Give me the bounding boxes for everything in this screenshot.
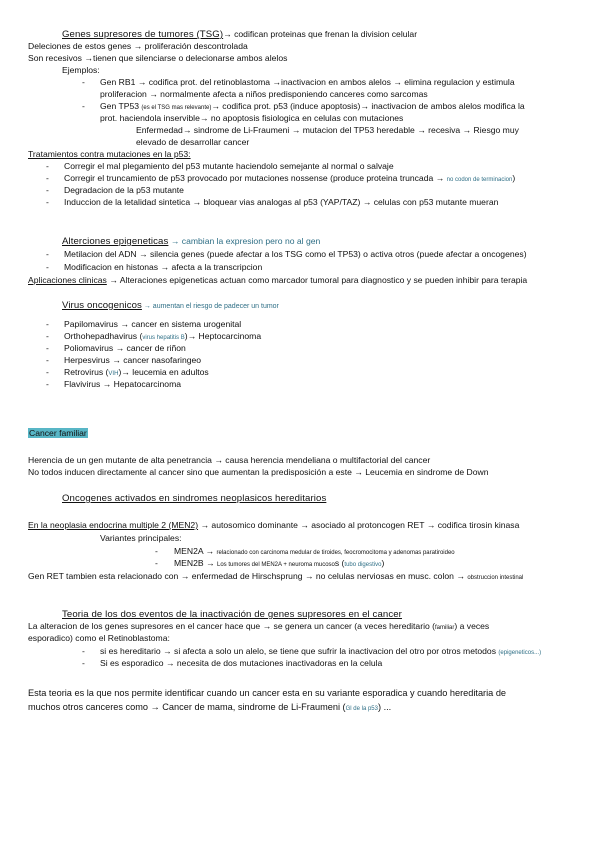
tp53-note: (es el TSG mas relevante): [141, 105, 212, 111]
bullet: -: [46, 249, 49, 259]
bullet: -: [46, 367, 49, 377]
epigenetic-heading-line: [62, 236, 320, 247]
virus-item-5-text: Retrovirus (: [64, 367, 109, 377]
epigenetic-item-1: Metilacion del ADN → silencia genes (puede afectar a los TSG como el TP53) o activa otros (puede afectar a oncogenes): [64, 249, 527, 259]
tsg-heading: Genes supresores de tumores (TSG): [62, 29, 224, 40]
tsg-recessive-line: Son recesivos →tienen que silenciarse o delecionarse ambos alelos: [28, 53, 288, 63]
variants-label: Variantes principales:: [100, 533, 182, 543]
men2b-desc: Los tumores del MEN2A + neuroma mucoso: [216, 562, 335, 568]
tp53-line-d: elevado de desarrollar cancer: [136, 137, 250, 147]
men2-label: En la neoplasia endocrina multiple 2 (MEN2): [28, 520, 199, 530]
virus-item-2-note: virus hepatitis B: [142, 335, 185, 341]
men2b-close: ): [381, 558, 385, 568]
treatment-item-2-note: no codon de terminacion: [446, 177, 513, 183]
familial-badge-line: [28, 428, 88, 439]
virus-item-3: Poliomavirus → cancer de riñon: [64, 343, 186, 353]
clinical-applications-label: Aplicaciones clinicas: [28, 275, 107, 285]
epigenetic-item-2: Modificacion en histonas → afecta a la transcripcion: [64, 262, 263, 272]
men2b-note: tubo digestivo: [344, 562, 382, 568]
bullet: -: [155, 546, 158, 556]
conclusion-line-1: Esta teoria es la que nos permite identificar cuando un cancer esta en su variante esporadica y cuando hereditaria de: [28, 688, 507, 698]
bullet: -: [82, 658, 85, 668]
treatments-heading: Tratamientos contra mutaciones en la p53:: [28, 149, 191, 159]
men2b-label: MEN2B →: [174, 558, 217, 568]
virus-item-2-text: Orthohepadhavirus (: [64, 331, 143, 341]
ret-line: [28, 571, 523, 584]
treatment-item-2-text: Corregir el truncamiento de p53 provocado por mutaciones nossense (produce proteina truncada →: [64, 173, 447, 183]
tp53-line-c: Enfermedad→ sindrome de Li-Fraumeni → mutacion del TP53 heredable → recesiva → Riesgo muy: [136, 125, 519, 135]
two-hit-line-1-note: familiar: [435, 625, 455, 631]
tp53-gen: Gen TP53: [100, 101, 142, 111]
epigenetic-heading: Alterciones epigeneticas: [62, 236, 169, 247]
conclusion-line-2-note: Gl de la p53: [345, 706, 378, 712]
bullet: -: [82, 101, 85, 111]
tp53-line-b: prot. haciendola inservible→ no apoptosis fisiologica en celulas con mutaciones: [100, 113, 404, 123]
conclusion-line-2-text: muchos otros canceres como → Cancer de mama, sindrome de Li-Fraumeni (: [28, 702, 346, 712]
oncogenes-heading: Oncogenes activados en sindromes neoplasicos hereditarios: [62, 493, 327, 504]
two-hit-line-1-rest: ) a veces: [454, 621, 490, 631]
clinical-applications-line: [28, 275, 527, 286]
two-hit-line-1-text: La alteracion de los genes supresores en el cancer hace que → se genera un cancer (a veces hereditario (: [28, 621, 436, 631]
bullet: -: [82, 646, 85, 656]
tsg-heading-rest: → codifican proteinas que frenan la division celular: [223, 29, 418, 39]
treatment-item-2-close: ): [512, 173, 516, 183]
tp53-rest: → codifica prot. p53 (induce apoptosis)→ inactivacion de ambos alelos modifica la: [211, 101, 525, 111]
ret-text: Gen RET tambien esta relacionado con → enfermedad de Hirschsprung → no celulas nerviosas en musc. colon →: [28, 571, 468, 581]
conclusion-line-2-rest: ) ...: [377, 702, 392, 712]
bullet: -: [46, 262, 49, 272]
virus-item-2-rest: )→ Heptocarcinoma: [184, 331, 262, 341]
viruses-heading-rest: → aumentan el riesgo de padecer un tumor: [141, 303, 279, 310]
ret-note: obstruccion intestinal: [467, 575, 524, 581]
tsg-heading-line: [62, 29, 417, 40]
epigenetic-heading-rest: → cambian la expresion pero no al gen: [168, 236, 321, 246]
men2-rest: → autosomico dominante → asociado al protoncogen RET → codifica tirosin kinasa: [198, 520, 520, 530]
familial-line-2: No todos inducen directamente al cancer sino que aumentan la predisposición a este → Leucemia en sindrome de Down: [28, 467, 489, 477]
two-hit-line-2: esporadico) como el Retinoblastoma:: [28, 633, 170, 643]
two-hit-heading: Teoria de los dos eventos de la inactivación de genes supresores en el cancer: [62, 609, 402, 620]
bullet: -: [46, 197, 49, 207]
treatment-item-1: Corregir el mal plegamiento del p53 mutante haciendolo semejante al normal o salvaje: [64, 161, 394, 171]
tsg-deletions-line: Deleciones de estos genes → proliferación descontrolada: [28, 41, 248, 51]
familial-line-1: Herencia de un gen mutante de alta penetrancia → causa herencia mendeliana o multifactorial del cancer: [28, 455, 431, 465]
bullet: -: [46, 379, 49, 389]
virus-item-6: Flavivirus → Hepatocarcinoma: [64, 379, 182, 389]
two-hit-item-1-note: (epigeneticos...): [498, 650, 542, 656]
virus-item-4: Herpesvirus → cancer nasofaringeo: [64, 355, 202, 365]
bullet: -: [46, 161, 49, 171]
bullet: -: [46, 331, 49, 341]
men2b-line: [174, 558, 384, 571]
men2b-plural: s (: [334, 558, 345, 568]
men2-line: [28, 520, 519, 531]
bullet: -: [155, 558, 158, 568]
virus-item-1: Papilomavirus → cancer en sistema urogenital: [64, 319, 242, 329]
men2a-label: MEN2A →: [174, 546, 217, 556]
bullet: -: [46, 185, 49, 195]
examples-label: Ejemplos:: [62, 65, 100, 75]
bullet: -: [46, 319, 49, 329]
virus-item-5-note: VIH: [108, 371, 119, 377]
two-hit-item-2: Si es esporadico → necesita de dos mutaciones inactivadoras en la celula: [100, 658, 383, 668]
bullet: -: [46, 355, 49, 365]
virus-item-5-rest: )→ leucemia en adultos: [118, 367, 209, 377]
bullet: -: [82, 77, 85, 87]
viruses-heading-line: [62, 300, 279, 312]
bullet: -: [46, 343, 49, 353]
conclusion-line-2: [28, 702, 391, 715]
rb1-line-a: Gen RB1 → codifica prot. del retinoblastoma →inactivacion en ambos alelos → elimina regulacion y estimula: [100, 77, 515, 87]
treatment-item-4: Induccion de la letalidad sintetica → bloquear vias analogas al p53 (YAP/TAZ) → celulas con p53 mutante mueran: [64, 197, 499, 207]
rb1-line-b: proliferacion → normalmente afecta a niños predisponiendo canceres como sarcomas: [100, 89, 428, 99]
viruses-heading: Virus oncogenicos: [62, 300, 142, 311]
bullet: -: [46, 173, 49, 183]
two-hit-item-1-text: si es hereditario → si afecta a solo un alelo, se tiene que sufrir la inactivacion del otro por otros metodos: [100, 646, 499, 656]
clinical-applications-rest: → Alteraciones epigeneticas actuan como marcador tumoral para diagnostico y se pueden inhibir para terapia: [106, 275, 528, 285]
treatment-item-3: Degradacion de la p53 mutante: [64, 185, 184, 195]
men2a-desc: relacionado con carcinoma medular de tiroides, feocromocitoma y adenomas paratiroideo: [216, 550, 455, 556]
familial-badge: Cancer familiar: [29, 428, 87, 438]
